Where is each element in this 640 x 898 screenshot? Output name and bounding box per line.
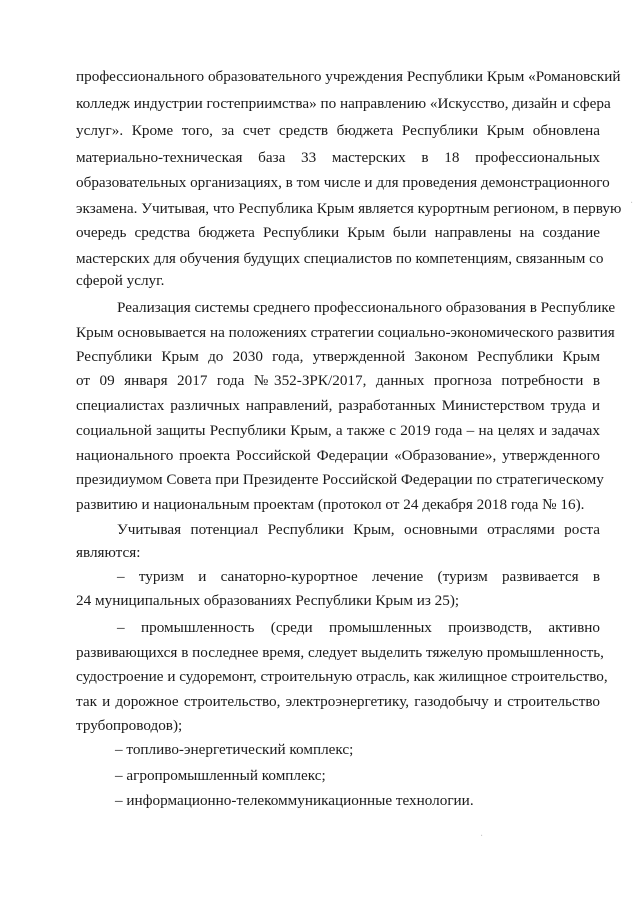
scan-speck: ·	[630, 198, 634, 209]
scan-speck: .	[480, 828, 484, 839]
list-item-fuel-energy: – топливо-энергетический комплекс;	[115, 741, 354, 758]
text-line: президиумом Совета при Президенте Российской Федерации по стратегическому	[76, 471, 604, 488]
text-line: так и дорожное строительство, электроэнергетику, газодобычу и строительство	[76, 693, 600, 710]
text-line: образовательных организациях, в том числе и для проведения демонстрационного	[76, 174, 610, 191]
text-line: материально-техническая база 33 мастерских в 18 профессиональных	[76, 149, 600, 166]
text-line: экзамена. Учитывая, что Республика Крым является курортным регионом, в первую	[76, 200, 622, 217]
text-line: являются:	[76, 544, 141, 561]
text-line: судостроение и судоремонт, строительную отрасль, как жилищное строительство,	[76, 668, 608, 685]
list-item-tourism: – туризм и санаторно-курортное лечение (туризм развивается в	[117, 568, 600, 585]
list-item-industry: – промышленность (среди промышленных производств, активно	[117, 619, 600, 636]
paragraph-first-line: Реализация системы среднего профессионального образования в Республике	[117, 299, 616, 316]
text-line: от 09 января 2017 года №352-ЗРК/2017, данных прогноза потребности в	[76, 372, 600, 389]
text-line: Республики Крым до 2030 года, утвержденной Законом Республики Крым	[76, 348, 600, 365]
list-item-agro: – агропромышленный комплекс;	[115, 767, 326, 784]
text-line: услуг». Кроме того, за счет средств бюджета Республики Крым обновлена	[76, 122, 600, 139]
text-line: специалистах различных направлений, разработанных Министерством труда и	[76, 397, 600, 414]
text-line: сферой услуг.	[76, 272, 165, 289]
text-line: развитию и национальным проектам (протокол от 24 декабря 2018 года № 16).	[76, 496, 585, 513]
list-item-it: – информационно-телекоммуникационные технологии.	[115, 792, 474, 809]
text-line: очередь средства бюджета Республики Крым были направлены на создание	[76, 224, 600, 241]
text-line: социальной защиты Республики Крым, а также с 2019 года – на целях и задачах	[76, 422, 600, 439]
text-line: колледж индустрии гостеприимства» по направлению «Искусство, дизайн и сфера	[76, 95, 611, 112]
text-line: развивающихся в последнее время, следует выделить тяжелую промышленность,	[76, 644, 604, 661]
text-line: национального проекта Российской Федерации «Образование», утвержденного	[76, 447, 600, 464]
text-line: 24 муниципальных образованиях Республики Крым из 25);	[76, 592, 460, 609]
paragraph-first-line: Учитывая потенциал Республики Крым, основными отраслями роста	[117, 521, 600, 538]
text-line: Крым основывается на положениях стратегии социально-экономического развития	[76, 324, 615, 341]
text-line: трубопроводов);	[76, 717, 183, 734]
text-line: профессионального образовательного учреждения Республики Крым «Романовский	[76, 68, 621, 85]
text-line: мастерских для обучения будущих специалистов по компетенциям, связанным со	[76, 250, 604, 267]
